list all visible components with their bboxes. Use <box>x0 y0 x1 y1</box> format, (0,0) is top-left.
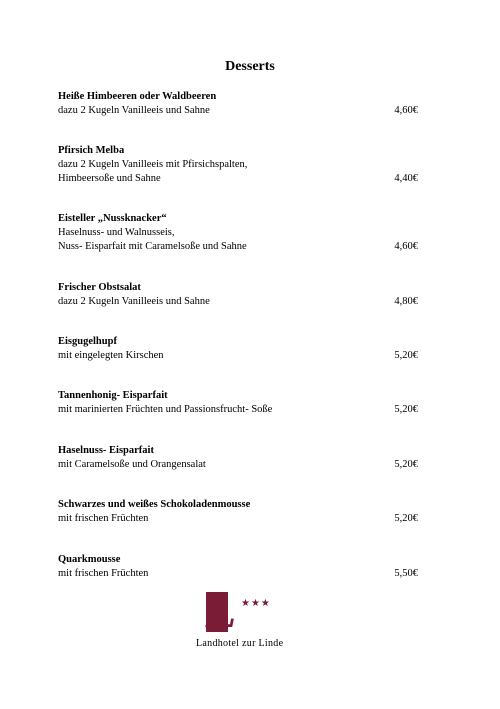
item-description: mit frischen Früchten <box>58 513 149 524</box>
menu-item <box>58 281 418 309</box>
item-price: 5,20€ <box>394 350 418 361</box>
item-name: Tannenhonig- Eisparfait <box>58 390 168 401</box>
item-name: Schwarzes und weißes Schokoladenmousse <box>58 499 251 510</box>
item-price: 4,60€ <box>394 105 418 116</box>
menu-item <box>58 90 418 118</box>
item-description: dazu 2 Kugeln Vanilleeis und Sahne <box>58 105 210 116</box>
item-price: 5,20€ <box>394 513 418 524</box>
item-price: 5,20€ <box>394 459 418 470</box>
item-description: mit marinierten Früchten und Passionsfrucht- Soße <box>58 404 273 415</box>
logo-name: Landhotel zur Linde <box>196 638 284 649</box>
page-title: Desserts <box>225 59 275 74</box>
item-name: Eisgugelhupf <box>58 336 117 347</box>
item-name: Pfirsich Melba <box>58 145 125 156</box>
logo-stars: ★★★ <box>241 598 271 609</box>
menu-item <box>58 212 418 254</box>
menu-item <box>58 389 418 417</box>
item-price: 5,50€ <box>394 568 418 579</box>
item-name: Heiße Himbeeren oder Waldbeeren <box>58 91 217 102</box>
item-name: Haselnuss- Eisparfait <box>58 445 154 456</box>
logo-letter: L <box>206 584 237 638</box>
item-description: Himbeersoße und Sahne <box>58 173 161 184</box>
menu-item <box>58 144 418 186</box>
menu-item <box>58 444 418 472</box>
item-description: mit frischen Früchten <box>58 568 149 579</box>
item-description: dazu 2 Kugeln Vanilleeis mit Pfirsichspalten, <box>58 159 248 170</box>
item-description: mit eingelegten Kirschen <box>58 350 164 361</box>
menu-item <box>58 553 418 581</box>
item-price: 4,40€ <box>394 173 418 184</box>
item-price: 4,80€ <box>394 296 418 307</box>
menu-item <box>58 498 418 526</box>
menu-item <box>58 335 418 363</box>
item-price: 5,20€ <box>394 404 418 415</box>
item-description: dazu 2 Kugeln Vanilleeis und Sahne <box>58 296 210 307</box>
item-price: 4,60€ <box>394 241 418 252</box>
item-name: Eisteller „Nussknacker“ <box>58 213 167 224</box>
item-description: Nuss- Eisparfait mit Caramelsoße und Sahne <box>58 241 247 252</box>
hotel-logo <box>196 584 306 652</box>
item-name: Frischer Obstsalat <box>58 282 141 293</box>
item-description: mit Caramelsoße und Orangensalat <box>58 459 206 470</box>
item-description: Haselnuss- und Walnusseis, <box>58 227 175 238</box>
item-name: Quarkmousse <box>58 554 121 565</box>
